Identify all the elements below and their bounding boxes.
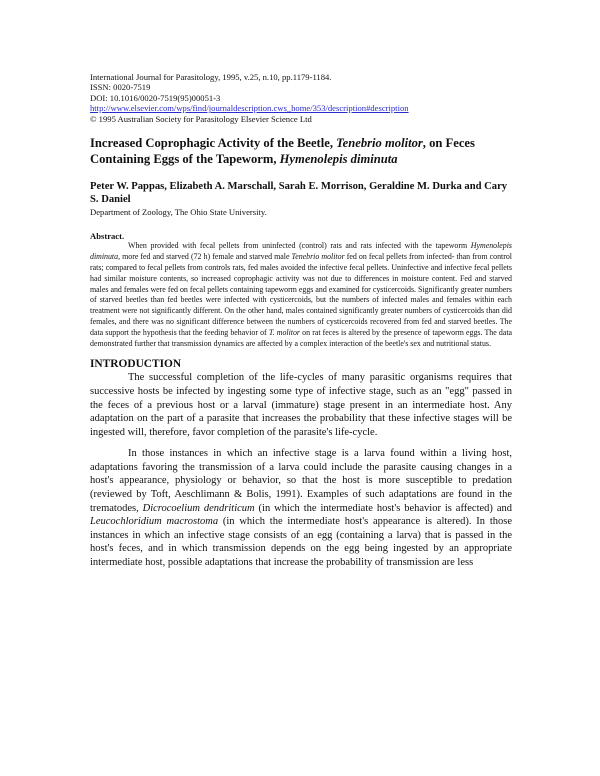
abstract-segment: on rat feces is altered by the presence of tapeworm eggs. The data demonstrated further that transmission dynamics are affected by a complex interaction of the beetle's sex and nutritional status. — [90, 327, 513, 348]
paragraph-segment: (in which the intermediate host's behavior is affected) and — [254, 502, 512, 514]
title-species-2: Hymenolepis diminuta — [279, 151, 398, 166]
paragraph-species: Leucochloridium macrostoma — [90, 516, 219, 528]
abstract-heading: Abstract. — [90, 231, 125, 242]
copyright-notice: © 1995 Australian Society for Parasitology Elsevier Science Ltd — [90, 113, 312, 124]
doi: DOI: 10.1016/0020-7519(95)00051-3 — [90, 92, 221, 103]
abstract-species: T. molitor — [268, 327, 301, 337]
paragraph-species: Dicrocoelium dendriticum — [142, 502, 255, 514]
title-part-1: Increased Coprophagic Activity of the Beetle, — [90, 136, 337, 151]
citation-block — [90, 72, 512, 124]
intro-paragraph-2 — [90, 447, 512, 569]
affiliation: Department of Zoology, The Ohio State University. — [90, 206, 267, 217]
issn: ISSN: 0020-7519 — [90, 82, 151, 93]
intro-paragraph-1: The successful completion of the life-cycles of many parasitic organisms requires that successive hosts be infected by ingesting some type of infective stage, such as an "egg" passed in the feces of a previous host or a larval (immature) stage present in an intermediate host. Any adaptation on the part of a parasite that increases the probability that these infective stages will be ingested will, therefore, favor completion of the parasite's life-cycle. — [90, 372, 512, 438]
article-title — [90, 136, 512, 167]
introduction-heading: INTRODUCTION — [90, 358, 182, 371]
author-list: Peter W. Pappas, Elizabeth A. Marschall, Sarah E. Morrison, Geraldine M. Durka and Cary S. Daniel — [90, 181, 508, 206]
journal-citation: International Journal for Parasitology, 1995, v.25, n.10, pp.1179-1184. — [90, 72, 332, 82]
article-page — [90, 72, 512, 570]
title-species-1: Tenebrio molitor — [336, 136, 423, 151]
abstract-species: Hymenolepis diminuta — [90, 241, 512, 262]
abstract-segment: When provided with fecal pellets from uninfected (control) rats and rats infected with the tapeworm — [128, 241, 471, 251]
abstract-segment: fed on fecal pellets from infected- than from control rats; compared to fecal pellets from controls rats, fed males avoided the infective fecal pellets. Uninfective and infective fecal pellets had similar moisture contents, so increased coprophagic activity was not due to differences in moisture content. Fed and starved males and females were fed on fecal pellets containing tapeworm eggs and examined for cysticercoids. Significantly greater numbers of starved beetles than fed beetles were infected with cysticercoids, but the numbers of infected males and females within each treatment were not significantly different. On the other hand, males contained significantly greater numbers of cysticercoids than did females, and there was no significant difference between the numbers of cysticercoids recovered from fed and starved beetles. The data support the hypothesis that the feeding behavior of — [90, 252, 512, 337]
paragraph-segment: In those instances in which an infective stage is a larva found within a living host, adaptations favoring the transmission of a larva could include the parasite causing changes in a host's appearance, physiology or behavior, so that the host is more susceptible to predation (reviewed by Toft, Aeschlimann & Bolis, 1991). Examples of such adaptations are found in the trematodes, — [90, 448, 512, 514]
abstract-segment: , more fed and starved (72 h) female and starved male — [118, 252, 292, 262]
abstract-text — [90, 241, 512, 349]
abstract-species: Tenebrio molitor — [291, 252, 345, 262]
paragraph-segment: (in which the intermediate host's appearance is altered). In those instances in which an infective stage consists of an egg (containing a larva) that is passed in the host's feces, and in which transmission depends on the egg being ingested by an appropriate intermediate host, possible adaptations that increase the probability of transmission are less — [90, 516, 512, 569]
journal-url-link[interactable]: http://www.elsevier.com/wps/find/journaldescription.cws_home/353/description#description — [90, 103, 409, 114]
title-part-2: , on Feces Containing Eggs of the Tapeworm, — [90, 136, 475, 166]
